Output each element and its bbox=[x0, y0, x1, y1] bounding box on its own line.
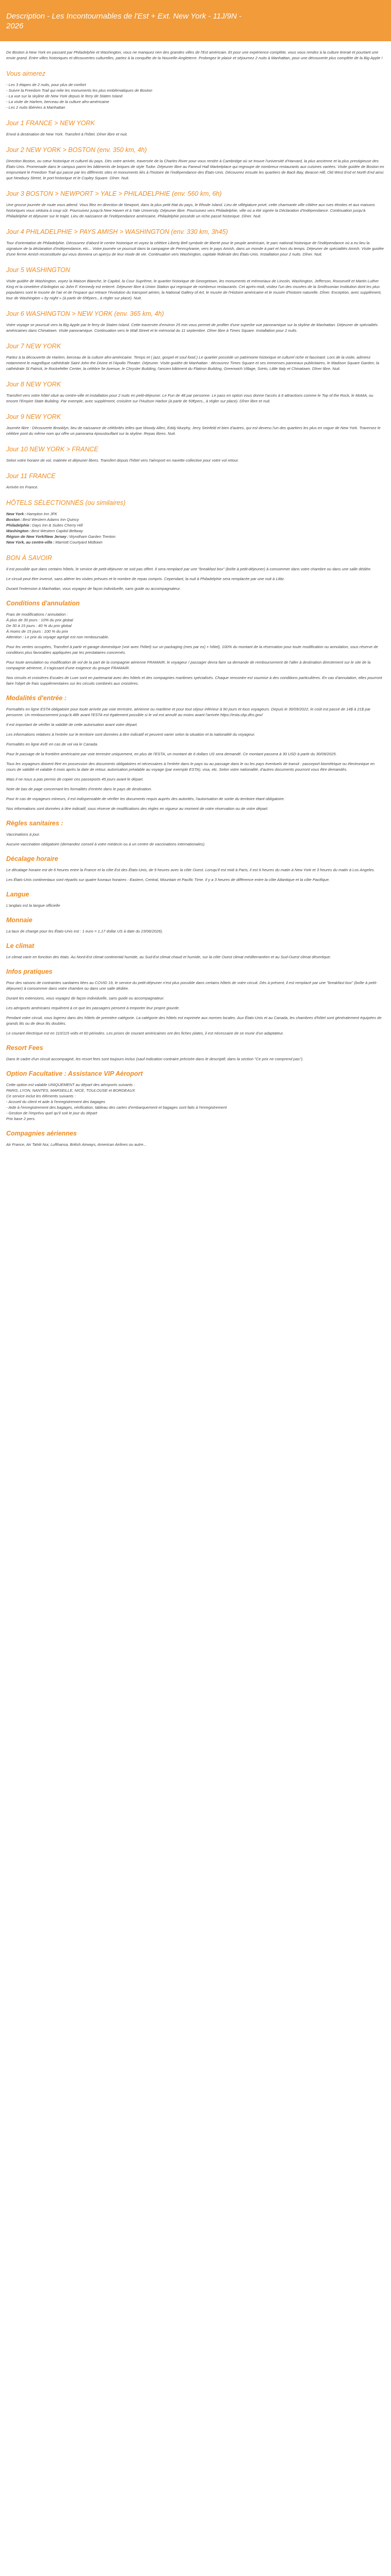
option-list bbox=[6, 1082, 385, 1122]
bon-a-savoir-text: Le circuit peut être inversé, sans altérer les visites prévues et le nombre de repas compris. Cependant, la nuit à Philadelphie sera remplacée par une nuit à Lititz. bbox=[6, 577, 285, 581]
hotel-name: Hampton Inn JFK bbox=[26, 512, 57, 516]
day-9-title: Jour 9 NEW YORK bbox=[6, 413, 61, 420]
hotel-name: Marriott Courtyard Midtown bbox=[55, 540, 103, 545]
page bbox=[0, 0, 391, 1162]
langue-heading: Langue bbox=[6, 891, 29, 898]
bon-a-savoir-text: Durant l'extension à Manhattan, vous voyagez de façon individuelle, sans guide ou accompagnateur. bbox=[6, 586, 181, 591]
main-content bbox=[0, 41, 391, 1162]
hotel-item bbox=[6, 539, 385, 545]
day-4-title: Jour 4 PHILADELPHIE > PAYS AMISH > WASHINGTON (env. 330 km, 3h45) bbox=[6, 228, 228, 235]
intro-paragraph: De Boston à New York en passant par Philadelphie et Washington, vous ne manquez rien des grandes villes de l'Est américain. Et pour une expérience complète, vous vous rendez à la culture tirerait et pourtant une envie grand. Entre villes historiques et découvertes culturelles, partez à la conquête de la Nouvelle-Angleterre. Prolongez le plaisir et séjournez 2 nuits à Manhattan, pour une découverte plus complète de la Big Apple ! bbox=[6, 50, 383, 60]
infos-text: Pour des raisons de contraintes sanitaires liées au COVID 19, le service du petit-déjeuner n'est plus possible dans certains hôtels de votre circuit. Dès à présent, il est remplacé par une "breakfast box" (boîte à petit-déjeuner) à consommer dans votre chambre ou dans une salle dédiée. bbox=[6, 980, 378, 991]
day-8-title: Jour 8 NEW YORK bbox=[6, 381, 61, 388]
day-7-text: Partez à la découverte de Harlem, berceau de la culture afro-américaine. Temps et ( jazz, gospel et soul food.) Le quartier possède un patrimoine historique et culturel riche et fascinant. Lors de la visite, admirez notamment le magnifique cathédrale Saint John the Divine et l'Apollo Theater. Déjeuner. Visite guidée de Manhattan : découvrez Times Square et ses immenses panneaux publicitaires, le Madison Square Garden, la cathédrale St Patrick, le Rockefeller Center, la célèbre 5e Avenue, le Chrysler Building, l'ancien bâtiment du Flatiron Building, Greenwich Village, SoHo, Little Italy et Chinatown. Dîner libre. Nuit. bbox=[6, 355, 379, 371]
infos-text: Pendant votre circuit, vous logerez dans des hôtels de première catégorie. La catégorie des hôtels est exprimée aux normes locales. Aux États-Unis et au Canada, les chambres d'hôtel sont généralement équipées de grands lits ou de deux lits doubles. bbox=[6, 1015, 382, 1026]
day-5-title: Jour 5 WASHINGTON bbox=[6, 266, 70, 274]
modalites-heading: Modalités d'entrée : bbox=[6, 694, 67, 702]
hotel-sep: : bbox=[29, 523, 32, 528]
hotel-item bbox=[6, 534, 385, 539]
day-9-text: Journée libre : Découverte Brooklyn, lieu de naissance de célébrités telles que Woody Allen, Eddy Murphy, Jerry Seinfeld et bien d'autres, qui est devenu l'un des quartiers les plus en vogue de New York. Traversez le célèbre pont du même nom qui offre un panorama époustouflant sur la skyline. Repas libres. Nuit. bbox=[6, 426, 381, 436]
hotel-name: Days Inn & Suites Cherry Hill bbox=[32, 523, 83, 528]
list-item: - Les 2 nuits libérées à Manhattan bbox=[6, 105, 66, 110]
option-line: - Accueil du client et aide à l'enregistrement des bagages bbox=[6, 1099, 105, 1104]
day-10-text: Selon votre horaire de vol, matinée et déjeuner libres. Transfert depuis l'hôtel vers l'aéroport en navette collective pour votre vol retour. bbox=[6, 458, 239, 463]
day-3-text: Une grosse journée de route vous attend. Vous filez en direction de Newport, dans la plus petit état du pays, le Rhode Island. Lieu de villégiature privé, cette charmante ville côtière aux rues étroites et aux maisons historiques vous séduira à coup sûr. Poursuivez jusqu'à New Haven et à Yale University. Déjeuner libre. Poursuivez vers Philadelphie, ville où a été signée la Déclaration d'Indépendance. Continuation jusqu'à Philadelphie et déjeuner sur le trajet. Lieu de naissance de l'indépendance américaine, Philadelphie possède un riche passé historique. Dîner. Nuit. bbox=[6, 202, 375, 218]
vous-aimerez-list bbox=[6, 82, 385, 110]
modalites-text: Tous les voyageurs doivent être en possession des documents obligatoires et nécessaires à l'entrée dans le pays ou au passage dans le ou les pays éventuels de transit : passeport biométrique ou électronique en cours de validité et valable 6 mois après la date de retour, autorisation préalable au voyage (par exemple ESTA), visa, etc. Selon votre nationalité, d'autres documents pourront vous être demandés. bbox=[6, 761, 375, 772]
decalage-text: Le décalage horaire est de 6 heures entre la France et la côte Est des États-Unis, de 9 heures avec la côte Ouest. Lorsqu'il est midi à Paris, il est 6 heures du matin à New York et 3 heures du matin à Los Angeles. bbox=[6, 868, 375, 872]
day-3-title: Jour 3 BOSTON > NEWPORT > YALE > PHILADELPHIE (env. 560 km, 6h) bbox=[6, 190, 222, 197]
climat-heading: Le climat bbox=[6, 942, 35, 950]
option-line: Cette option est valable UNIQUEMENT au départ des aéroports suivants : bbox=[6, 1082, 135, 1087]
modalites-text: Il est important de vérifier la validité de cette autorisation avant votre départ. bbox=[6, 722, 138, 727]
modalites-text: Les informations relatives à l'entrée sur le territoire sont données à titre indicatif et peuvent varier selon la situation et la nationalité du voyageur. bbox=[6, 732, 255, 737]
day-11-title: Jour 11 FRANCE bbox=[6, 472, 56, 480]
modalites-text: Pour le cas de voyageurs mineurs, il est indispensable de vérifier les documents requis auprès des autorités, l'autorisation de sortie du territoire étant obligatoire. bbox=[6, 796, 285, 801]
decalage-heading: Décalage horaire bbox=[6, 855, 58, 862]
option-line: - Gestion de l'imprévu quel qu'il soit le jour du départ bbox=[6, 1111, 97, 1115]
page-title-line-2: 2026 bbox=[6, 22, 24, 30]
modalites-text: Nos informations sont données à titre indicatif, sous réserve de modifications des règles en vigueur au moment de votre réservation ou de votre départ. bbox=[6, 806, 269, 811]
infos-text: Les aéroports américains requièrent à ce que les passagers pensent à emporter leur propre gourde. bbox=[6, 1006, 180, 1010]
day-11-text: Arrivée en France. bbox=[6, 485, 39, 489]
modalites-text: Pour le passage de la frontière américaine par voie terrestre uniquement, en plus de l'ESTA, un montant de 6 dollars US sera demandé. Ce montant passera à 30 USD à partir du 30/09/2025. bbox=[6, 752, 337, 756]
monnaie-heading: Monnaie bbox=[6, 917, 32, 924]
hotel-city: Washington bbox=[6, 529, 29, 533]
hotel-item bbox=[6, 528, 385, 534]
decalage-text: Les États-Unis continentaux sont répartis sur quatre fuseaux horaires : Eastern, Central, Mountain et Pacific Time. Il y a 3 heures de différence entre la côte Atlantique et la côte Pacifique. bbox=[6, 877, 330, 882]
hotel-name: Best Western Adams Inn Quincy bbox=[22, 517, 79, 522]
option-line: Prix base 2 pers. bbox=[6, 1116, 36, 1121]
day-1-title: Jour 1 FRANCE > NEW YORK bbox=[6, 120, 95, 127]
hotel-sep: : bbox=[20, 517, 23, 522]
hotel-sep: : bbox=[52, 540, 56, 545]
langue-text: L'anglais est la langue officielle bbox=[6, 903, 60, 908]
day-7-title: Jour 7 NEW YORK bbox=[6, 343, 61, 350]
monnaie-text: La taux de change pour les États-Unis est : 1 euro = 1,17 dollar US à date du 23/06/2026). bbox=[6, 929, 164, 934]
option-line: Ce service inclut les éléments suivants : bbox=[6, 1094, 76, 1098]
hotel-item bbox=[6, 511, 385, 517]
list-item: - La vue sur la skyline de New York depuis le ferry de Staten Island bbox=[6, 94, 123, 98]
hotel-sep: : bbox=[66, 534, 70, 539]
compagnies-text: Air France, Air Tahiti Nui, Lufthansa, British Airways, American Airlines ou autre... bbox=[6, 1142, 147, 1147]
option-line: PARIS, LYON, NANTES, MARSEILLE, NICE, TOULOUSE et BORDEAUX bbox=[6, 1088, 135, 1093]
hotels-heading: HÔTELS SÉLECTIONNÉS (ou similaires) bbox=[6, 499, 126, 506]
list-item: - Les 3 étapes de 2 nuits, pour plus de confort bbox=[6, 82, 86, 87]
sanitaires-heading: Règles sanitaires : bbox=[6, 820, 63, 827]
sanitaires-text: Vaccinations à jour. bbox=[6, 832, 40, 837]
hotel-sep: : bbox=[28, 529, 31, 533]
day-10-title: Jour 10 NEW YORK > FRANCE bbox=[6, 446, 99, 453]
modalites-text: Formalités en ligne ESTA obligatoire pour toute arrivée par voie terrestre, aérienne ou maritime et pour tout séjour inférieur à 90 jours et tous voyageurs. Depuis le 30/09/2022, le coût est passé de 14$ à 21$ par personne. Un remboursement jusqu'à 48h avant l'ESTA est également possible si le vol est annulé au moins avant l'arrivée https://esta.cbp.dhs.gov/ bbox=[6, 707, 371, 717]
hotel-sep: : bbox=[24, 512, 27, 516]
day-2-title: Jour 2 NEW YORK > BOSTON (env. 350 km, 4h) bbox=[6, 146, 147, 154]
page-title-line-1: Description - Les Incontournables de l'Est + Ext. New York - 11J/9N - bbox=[6, 12, 242, 21]
hotel-city: Région de New York/New Jersey bbox=[6, 534, 67, 539]
hotel-city: New York, au centre-ville bbox=[6, 540, 53, 545]
list-item: - La visite de Harlem, berceau de la culture afro-américaine bbox=[6, 99, 109, 104]
hotel-city: Boston bbox=[6, 517, 20, 522]
bon-a-savoir-heading: BON À SAVOIR bbox=[6, 554, 52, 562]
list-item: - Suivre la Freedom Trail qui relie les monuments les plus emblématiques de Boston bbox=[6, 88, 153, 93]
option-heading: Option Facultative : Assistance VIP Aéroport bbox=[6, 1070, 143, 1077]
hotel-item bbox=[6, 522, 385, 528]
title-banner bbox=[0, 0, 391, 41]
hotel-name: Best Western Capitol Beltway bbox=[31, 529, 83, 533]
conditions-heading: Conditions d'annulation bbox=[6, 600, 80, 607]
day-1-text: Envol à destination de New York. Transfert à l'hôtel. Dîner libre et nuit. bbox=[6, 132, 128, 137]
hotel-item bbox=[6, 517, 385, 522]
compagnies-heading: Compagnies aériennes bbox=[6, 1130, 77, 1137]
conditions-text: Nos circuits et croisières Escales de Luxe sont en partenariat avec des hôtels et des compagnies maritimes spécialisés. Chaque rencontre est soumise à des conditions particulières. En cas d'annulation, elles pourront faire l'objet de frais supplémentaires sur les circuits combinés aux croisières. bbox=[6, 675, 382, 686]
modalites-text: Formalités en ligne AVE en cas de vol via le Canada. bbox=[6, 742, 99, 747]
climat-text: Le climat varie en fonction des états. Au Nord-Est climat continental humide, au Sud-Est climat chaud et humide, sur la côte Ouest climat méditerranéen et au Sud-Ouest climat désertique. bbox=[6, 955, 331, 959]
day-8-text: Transfert vers votre hôtel situé au centre-ville et installation pour 2 nuits en petit-déjeuner. Le Fun de 48 par personne. Le pass en option vous donne l'accès à 6 attractions comme le Top of the Rock, le MoMA, ou encore l'Empire State Building. Par exemple, avec supplément, croisière sur l'Hudson Harbor (à partir de 50€pers., à régler sur place). Dîner libre et nuit. bbox=[6, 393, 373, 403]
resort-heading: Resort Fees bbox=[6, 1044, 43, 1052]
bon-a-savoir-text: Il est possible que dans certains hôtels, le service de petit-déjeuner ne soit pas offert. Il sera remplacé par une "breakfast box" (boîte à petit-déjeuner) à consommer dans votre chambre ou dans une salle dédiée. bbox=[6, 567, 372, 571]
sanitaires-text: Aucune vaccination obligatoire (demandez conseil à votre médecin ou à un centre de vaccinations internationales). bbox=[6, 842, 206, 846]
hotel-name: Wyndham Garden Trenton bbox=[69, 534, 116, 539]
infos-text: Durant les extensions, vous voyagez de façon individuelle, sans guide ou accompagnateur. bbox=[6, 996, 165, 1001]
hotel-city: New York bbox=[6, 512, 24, 516]
modalites-text: Mais il ne nous a pas permis de copier ces passeports 45 jours avant le départ. bbox=[6, 777, 144, 782]
day-6-title: Jour 6 WASHINGTON > NEW YORK (env. 365 km, 4h) bbox=[6, 310, 164, 317]
resort-text: Dans le cadre d'un circuit accompagné, les resort fees sont toujours inclus (sauf indication contraire précisée dans le descriptif, dans la section "Ce prix ne comprend pas"). bbox=[6, 1057, 304, 1061]
vous-aimerez-heading: Vous aimerez bbox=[6, 70, 45, 77]
day-2-text: Direction Boston, ou cœur historique et culturel du pays. Dès votre arrivée, traversée de la Charles River pour vous rendre à Cambridge où se trouve l'université d'Harvard, la plus ancienne et la plus prestigieuse des États-Unis. Promenade dans le campus parmi les bâtiments de briques de style Tudor. Déjeuner libre au Faneuil Hall Marketplace qui regroupe de nombreux restaurants aux cuisines variées. Visite guidée de Boston en empruntant le Freedom Trail qui passe par les différents sites et monuments liés à l'histoire de l'indépendance des États-Unis. Découvrez ensuite les quartiers de Back Bay, Beacon Hill, Old West End et North End ainsi que Newbury Street, le port historique et le Copley Square. Dîner. Nuit. bbox=[6, 159, 384, 180]
option-line: - Aide à l'enregistrement des bagages, vérification, tableau des cartes d'embarquement et bagages sont faits à l'enregistrement bbox=[6, 1105, 227, 1110]
conditions-text: Pour les ventes occupées, Transfert à partir et garage domestique (voir avec l'hôtel) sur un packaging (mes par ex) + hôtel), 100% du montant de la réservation pour toute modification ou annulation, sous réserve de conditions plus favorables appliquées par les prestataires concernés. bbox=[6, 645, 378, 655]
conditions-text: Pour toute annulation ou modification de vol de la part de la compagnie aérienne FRAMAIR, le voyageur / passager devra faire sa demande de remboursement de l'aller à destination directement sur le site de la compagnie aérienne, il s'agissant d'une exigence du groupe FRAMAIR. bbox=[6, 660, 371, 670]
infos-heading: Infos pratiques bbox=[6, 968, 53, 975]
hotels-list bbox=[6, 511, 385, 545]
conditions-text: Frais de modifications / annulation : À plus de 30 jours : 10% du prix global De 30 à 15 jours : 40 % du prix global À moins de 15 jours : 100 % du prix Attention : Le prix du voyage agrégé est non remboursable. bbox=[6, 612, 109, 639]
day-4-text: Tour d'orientation de Philadelphie. Découvrez d'abord le centre historique et voyez la célèbre Liberty Bell symbole de liberté pour le peuple américain, le parc national historique de l'Indépendance où a eu lieu la signature de la déclaration d'indépendance, etc... Votre journée se poursuit dans la campagne de Pennsylvanie, vers le pays Amish, dans un monde à part et hors du temps. Déjeuner de spécialités Amish. Visite guidée d'une ferme Amish reconstituée qui vous donnera un aperçu de leur mode de vie. Continuation vers Washington, capitale fédérale des États-Unis. Installation pour 2 nuits. Dîner. Nuit. bbox=[6, 241, 384, 257]
day-5-text: Visite guidée de Washington, voyez la Maison Blanche, le Capitol, la Cour Suprême, le quartier historique de Georgetown, les monuments et mémoriaux de Lincoln, Washington, Jefferson, Roosevelt et Martin Luther King et la cimetière d'Arlington où John F. Kennedy est enterré. Déjeuner libre à Union Station qui regroupe de nombreux restaurants. Cet après-midi, visitez l'un des musées de la Smithsonian Institution dont les plus populaires sont le musée de l'air et de l'espace qui retrace l'évolution du transport aérien, la National Gallery of Art, le musée de l'Histoire américaine et le musée d'histoire naturelle. Dîner. Exception, avec supplément, tour de Washington « by night » (à partir de 65€pers., à régler sur place). Nuit. bbox=[6, 279, 382, 300]
hotel-city: Philadelphie bbox=[6, 523, 29, 528]
day-6-text: Votre voyage se poursuit vers la Big Apple par le ferry de Staten Island. Cette traversée d'environ 25 min vous permet de profiter d'une superbe vue panoramique sur la skyline de Manhattan. Déjeuner de spécialités américaines dans Chinatown. Visite panoramique. Continuation vers le Wall Street et le mémorial du 11 septembre. Dîner libre à Times Square. Installation pour 2 nuits. bbox=[6, 323, 378, 333]
infos-text: Le courant électrique est en 110/115 volts et 60 périodes. Les prises de courant américaines ont des fiches plates, il est nécessaire de se munir d'un adaptateur. bbox=[6, 1031, 284, 1036]
modalites-text: Note de bas de page concernant les formalités d'entrée dans le pays de destination. bbox=[6, 787, 152, 791]
